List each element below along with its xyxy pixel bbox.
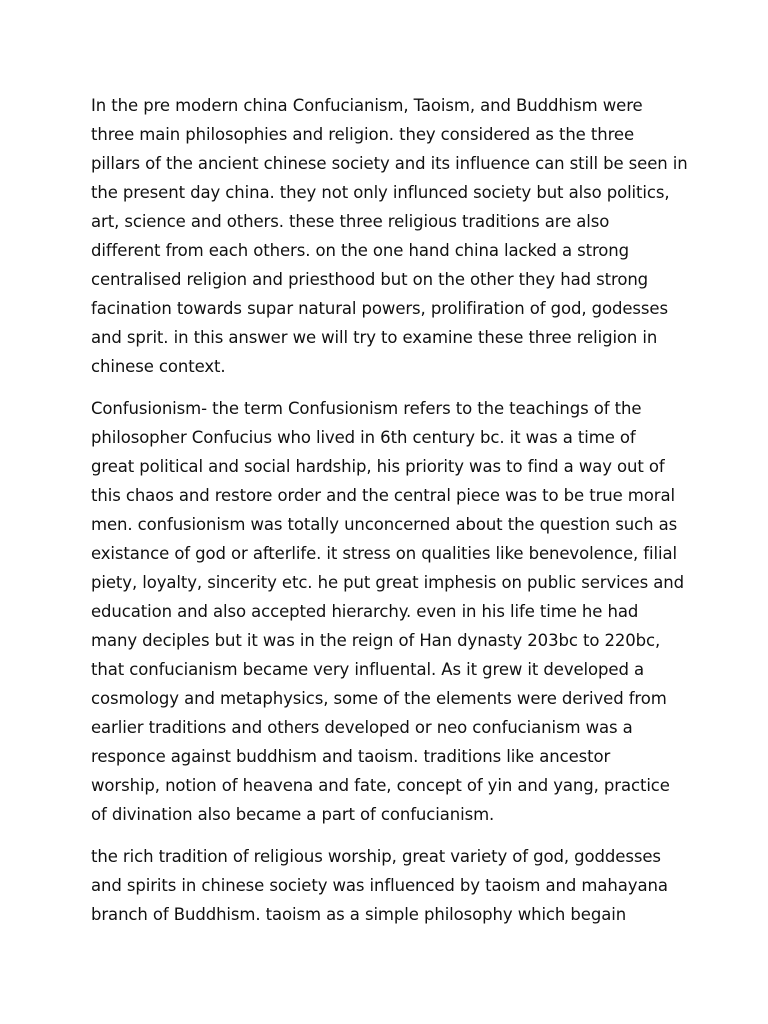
text-line: this chaos and restore order and the central piece was to be true moral	[91, 486, 675, 505]
text-line: Confusionism- the term Confusionism refers to the teachings of the	[91, 399, 642, 418]
text-line: worship, notion of heavena and fate, concept of yin and yang, practice	[91, 776, 670, 795]
text-line: pillars of the ancient chinese society and its influence can still be seen in	[91, 154, 688, 173]
text-line: different from each others. on the one hand china lacked a strong	[91, 241, 630, 260]
text-line: cosmology and metaphysics, some of the elements were derived from	[91, 689, 667, 708]
text-line: centralised religion and priesthood but on the other they had strong	[91, 270, 649, 289]
paragraph-religious-worship	[91, 842, 691, 929]
text-line: education and also accepted hierarchy. even in his life time he had	[91, 602, 639, 621]
text-line: branch of Buddhism. taoism as a simple philosophy which begain	[91, 905, 627, 924]
text-line: earlier traditions and others developed or neo confucianism was a	[91, 718, 633, 737]
text-line: In the pre modern china Confucianism, Taoism, and Buddhism were	[91, 96, 643, 115]
text-line: chinese context.	[91, 357, 226, 376]
text-line: art, science and others. these three religious traditions are also	[91, 212, 610, 231]
text-line: philosopher Confucius who lived in 6th century bc. it was a time of	[91, 428, 636, 447]
paragraph-confucianism	[91, 394, 691, 829]
text-line: that confucianism became very influental. As it grew it developed a	[91, 660, 644, 679]
text-line: great political and social hardship, his priority was to find a way out of	[91, 457, 665, 476]
text-line: existance of god or afterlife. it stress on qualities like benevolence, filial	[91, 544, 677, 563]
paragraph-intro	[91, 91, 691, 381]
text-line: piety, loyalty, sincerity etc. he put great imphesis on public services and	[91, 573, 684, 592]
text-line: three main philosophies and religion. they considered as the three	[91, 125, 635, 144]
text-line: responce against buddhism and taoism. traditions like ancestor	[91, 747, 611, 766]
text-line: and sprit. in this answer we will try to examine these three religion in	[91, 328, 658, 347]
text-line: of divination also became a part of confucianism.	[91, 805, 495, 824]
text-line: the rich tradition of religious worship, great variety of god, goddesses	[91, 847, 661, 866]
text-line: facination towards supar natural powers, prolifiration of god, godesses	[91, 299, 668, 318]
text-line: men. confusionism was totally unconcerned about the question such as	[91, 515, 678, 534]
document-body	[91, 91, 691, 942]
text-line: the present day china. they not only influnced society but also politics,	[91, 183, 670, 202]
text-line: and spirits in chinese society was influenced by taoism and mahayana	[91, 876, 668, 895]
text-line: many deciples but it was in the reign of Han dynasty 203bc to 220bc,	[91, 631, 661, 650]
